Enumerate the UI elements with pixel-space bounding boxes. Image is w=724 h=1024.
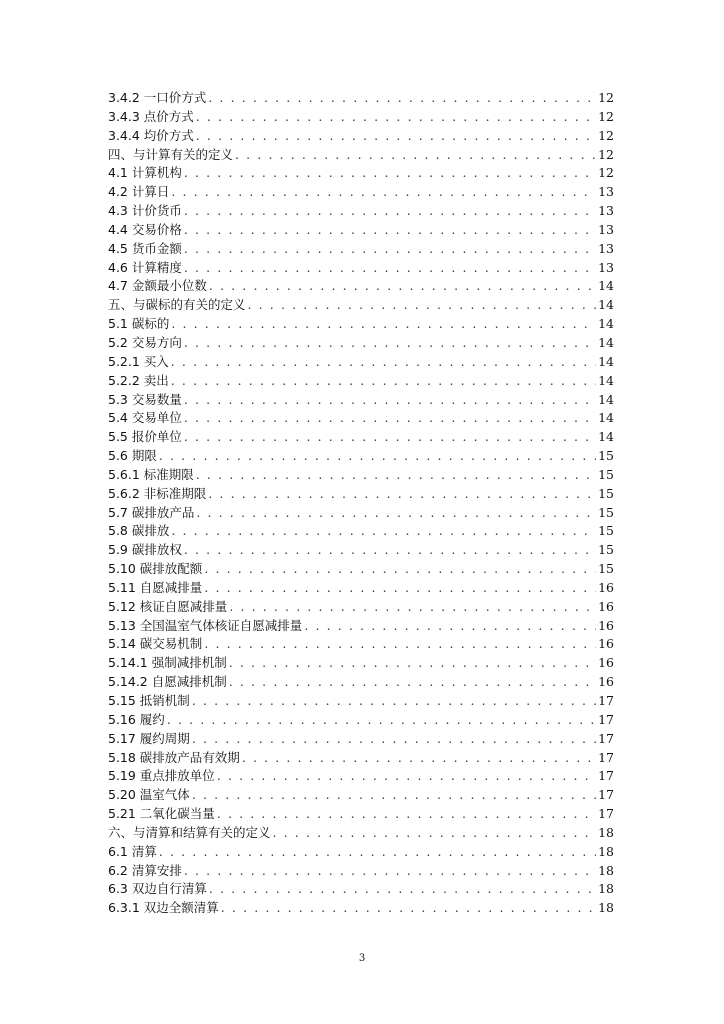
toc-entry-title: 4.6 计算精度 (108, 259, 182, 275)
toc-entry-title: 5.14.2 自愿减排机制 (108, 674, 227, 690)
toc-entry-page: 16 (598, 636, 614, 652)
toc-entry-title: 5.2.2 卖出 (108, 372, 169, 388)
toc-dot-leader (217, 767, 596, 786)
toc-entry-page: 13 (598, 259, 614, 275)
toc-entry-page: 15 (598, 561, 614, 577)
toc-dot-leader (184, 862, 596, 881)
toc-entry[interactable] (108, 635, 614, 654)
toc-entry-title: 5.9 碳排放权 (108, 542, 182, 558)
toc-dot-leader (171, 183, 596, 202)
toc-entry-page: 14 (598, 334, 614, 350)
toc-dot-leader (159, 843, 596, 862)
toc-entry-page: 16 (598, 579, 614, 595)
toc-entry-page: 15 (598, 485, 614, 501)
toc-dot-leader (229, 654, 596, 673)
toc-entry[interactable] (108, 692, 614, 711)
toc-entry[interactable] (108, 409, 614, 428)
toc-entry[interactable] (108, 767, 614, 786)
toc-dot-leader (208, 89, 596, 108)
toc-entry-page: 12 (598, 146, 614, 162)
toc-entry-page: 15 (598, 523, 614, 539)
toc-entry-page: 17 (598, 749, 614, 765)
toc-entry-page: 13 (598, 221, 614, 237)
toc-entry-page: 14 (598, 391, 614, 407)
table-of-contents (108, 89, 614, 918)
toc-entry-page: 14 (598, 429, 614, 445)
toc-entry[interactable] (108, 880, 614, 899)
toc-dot-leader (204, 579, 596, 598)
toc-dot-leader (184, 334, 596, 353)
toc-dot-leader (204, 635, 596, 654)
toc-entry[interactable] (108, 541, 614, 560)
toc-entry-title: 6.3 双边自行清算 (108, 881, 207, 897)
toc-entry-title: 5.13 全国温室气体核证自愿减排量 (108, 617, 303, 633)
toc-entry-page: 16 (598, 598, 614, 614)
toc-entry-page: 13 (598, 203, 614, 219)
toc-entry[interactable] (108, 466, 614, 485)
toc-entry[interactable] (108, 183, 614, 202)
toc-dot-leader (184, 428, 596, 447)
toc-entry-title: 五、与碳标的有关的定义 (108, 297, 246, 313)
toc-entry-page: 16 (598, 674, 614, 690)
toc-entry-page: 18 (598, 881, 614, 897)
toc-entry[interactable] (108, 843, 614, 862)
toc-entry[interactable] (108, 127, 614, 146)
toc-dot-leader (273, 824, 596, 843)
toc-dot-leader (208, 485, 596, 504)
toc-entry-page: 18 (598, 862, 614, 878)
toc-dot-leader (184, 221, 596, 240)
toc-dot-leader (192, 692, 596, 711)
toc-dot-leader (171, 522, 596, 541)
toc-entry-page: 18 (598, 843, 614, 859)
toc-entry[interactable] (108, 202, 614, 221)
toc-entry-title: 5.11 自愿减排量 (108, 579, 203, 595)
toc-dot-leader (235, 146, 596, 165)
toc-entry[interactable] (108, 315, 614, 334)
toc-entry-title: 3.4.3 点价方式 (108, 108, 194, 124)
toc-entry-title: 5.16 履约 (108, 711, 165, 727)
toc-entry-page: 17 (598, 730, 614, 746)
toc-entry[interactable] (108, 522, 614, 541)
page-number: 3 (358, 953, 366, 964)
toc-entry-title: 5.17 履约周期 (108, 730, 190, 746)
toc-dot-leader (204, 560, 596, 579)
toc-entry-title: 5.1 碳标的 (108, 316, 170, 332)
toc-entry[interactable] (108, 259, 614, 278)
toc-entry[interactable] (108, 862, 614, 881)
toc-dot-leader (184, 240, 596, 259)
toc-entry[interactable] (108, 334, 614, 353)
toc-entry-title: 5.21 二氧化碳当量 (108, 806, 215, 822)
toc-entry[interactable] (108, 579, 614, 598)
toc-entry-page: 14 (598, 316, 614, 332)
toc-entry-title: 4.1 计算机构 (108, 165, 182, 181)
toc-entry-page: 17 (598, 768, 614, 784)
toc-entry-title: 3.4.4 均价方式 (108, 127, 194, 143)
toc-entry-title: 3.4.2 一口价方式 (108, 90, 207, 105)
toc-entry-title: 5.6.2 非标准期限 (108, 485, 207, 501)
toc-dot-leader (209, 880, 596, 899)
toc-entry-title: 4.7 金额最小位数 (108, 278, 207, 294)
toc-dot-leader (229, 598, 596, 617)
toc-dot-leader (196, 504, 596, 523)
toc-dot-leader (304, 617, 596, 636)
toc-entry-page: 14 (598, 353, 614, 369)
toc-entry-page: 17 (598, 711, 614, 727)
toc-entry-title: 5.6.1 标准期限 (108, 466, 194, 482)
toc-entry-page: 13 (598, 240, 614, 256)
toc-entry[interactable] (108, 824, 614, 843)
toc-entry-page: 17 (598, 693, 614, 708)
toc-entry-title: 5.15 抵销机制 (108, 693, 190, 708)
toc-entry[interactable] (108, 447, 614, 466)
toc-entry[interactable] (108, 598, 614, 617)
toc-entry[interactable] (108, 277, 614, 296)
toc-entry-page: 16 (598, 617, 614, 633)
toc-entry-title: 5.7 碳排放产品 (108, 504, 195, 520)
toc-dot-leader (184, 164, 596, 183)
toc-entry[interactable] (108, 711, 614, 730)
toc-entry-page: 12 (598, 127, 614, 143)
toc-entry-page: 12 (598, 108, 614, 124)
toc-dot-leader (196, 466, 596, 485)
toc-dot-leader (171, 372, 596, 391)
toc-dot-leader (242, 749, 596, 768)
toc-entry-title: 5.2 交易方向 (108, 334, 182, 350)
toc-entry-title: 六、与清算和结算有关的定义 (108, 824, 271, 840)
toc-entry[interactable] (108, 560, 614, 579)
toc-dot-leader (229, 673, 596, 692)
toc-entry-page: 12 (598, 90, 614, 105)
toc-dot-leader (192, 730, 596, 749)
toc-entry-page: 15 (598, 542, 614, 558)
toc-entry-title: 5.10 碳排放配额 (108, 561, 203, 577)
toc-entry-page: 16 (598, 655, 614, 671)
toc-dot-leader (184, 202, 596, 221)
toc-entry-title: 5.12 核证自愿减排量 (108, 598, 228, 614)
toc-entry-page: 13 (598, 184, 614, 200)
toc-entry-page: 14 (598, 410, 614, 426)
toc-dot-leader (248, 296, 596, 315)
toc-dot-leader (184, 391, 596, 410)
toc-entry-title: 4.4 交易价格 (108, 221, 182, 237)
toc-dot-leader (196, 108, 596, 127)
toc-entry-title: 5.18 碳排放产品有效期 (108, 749, 240, 765)
toc-entry[interactable] (108, 749, 614, 768)
toc-entry-title: 6.1 清算 (108, 843, 157, 859)
toc-dot-leader (167, 711, 596, 730)
toc-entry[interactable] (108, 730, 614, 749)
toc-entry-title: 5.6 期限 (108, 448, 157, 464)
toc-entry-title: 5.5 报价单位 (108, 429, 182, 445)
toc-entry[interactable] (108, 240, 614, 259)
toc-entry[interactable] (108, 673, 614, 692)
toc-dot-leader (196, 127, 596, 146)
toc-dot-leader (184, 259, 596, 278)
toc-entry[interactable] (108, 805, 614, 824)
toc-entry[interactable] (108, 899, 614, 918)
toc-dot-leader (184, 541, 596, 560)
toc-entry[interactable] (108, 89, 614, 108)
toc-entry-page: 14 (598, 372, 614, 388)
toc-entry[interactable] (108, 391, 614, 410)
toc-entry-title: 5.14 碳交易机制 (108, 636, 203, 652)
toc-entry-title: 5.14.1 强制减排机制 (108, 655, 227, 671)
toc-entry[interactable] (108, 504, 614, 523)
toc-entry-title: 5.8 碳排放 (108, 523, 170, 539)
toc-entry-page: 18 (598, 824, 614, 840)
toc-entry[interactable] (108, 164, 614, 183)
toc-dot-leader (184, 409, 596, 428)
toc-dot-leader (221, 899, 596, 918)
toc-entry[interactable] (108, 654, 614, 673)
toc-entry-title: 4.5 货币金额 (108, 240, 182, 256)
toc-entry-title: 6.2 清算安排 (108, 862, 182, 878)
toc-entry[interactable] (108, 221, 614, 240)
toc-entry-title: 6.3.1 双边全额清算 (108, 900, 219, 916)
toc-entry-title: 5.3 交易数量 (108, 391, 182, 407)
toc-entry[interactable] (108, 372, 614, 391)
toc-dot-leader (209, 277, 596, 296)
toc-entry-page: 12 (598, 165, 614, 181)
toc-entry-title: 5.19 重点排放单位 (108, 768, 215, 784)
toc-entry-title: 5.2.1 买入 (108, 353, 169, 369)
toc-entry-page: 17 (598, 806, 614, 822)
toc-entry-page: 18 (598, 900, 614, 916)
toc-entry[interactable] (108, 485, 614, 504)
toc-entry[interactable] (108, 428, 614, 447)
toc-dot-leader (159, 447, 596, 466)
toc-entry[interactable] (108, 353, 614, 372)
toc-entry[interactable] (108, 296, 614, 315)
toc-entry[interactable] (108, 786, 614, 805)
toc-entry-title: 5.20 温室气体 (108, 787, 190, 803)
toc-dot-leader (171, 315, 596, 334)
toc-entry-page: 14 (598, 278, 614, 294)
toc-entry[interactable] (108, 108, 614, 127)
toc-entry-page: 17 (598, 787, 614, 803)
toc-dot-leader (171, 353, 596, 372)
toc-entry[interactable] (108, 617, 614, 636)
toc-entry[interactable] (108, 146, 614, 165)
toc-entry-page: 15 (598, 448, 614, 464)
toc-dot-leader (217, 805, 596, 824)
toc-entry-title: 四、与计算有关的定义 (108, 146, 234, 162)
toc-entry-page: 15 (598, 466, 614, 482)
toc-entry-page: 15 (598, 504, 614, 520)
toc-entry-title: 4.3 计价货币 (108, 203, 182, 219)
toc-entry-title: 4.2 计算日 (108, 184, 170, 200)
toc-entry-page: 14 (598, 297, 614, 313)
toc-dot-leader (192, 786, 596, 805)
toc-entry-title: 5.4 交易单位 (108, 410, 182, 426)
